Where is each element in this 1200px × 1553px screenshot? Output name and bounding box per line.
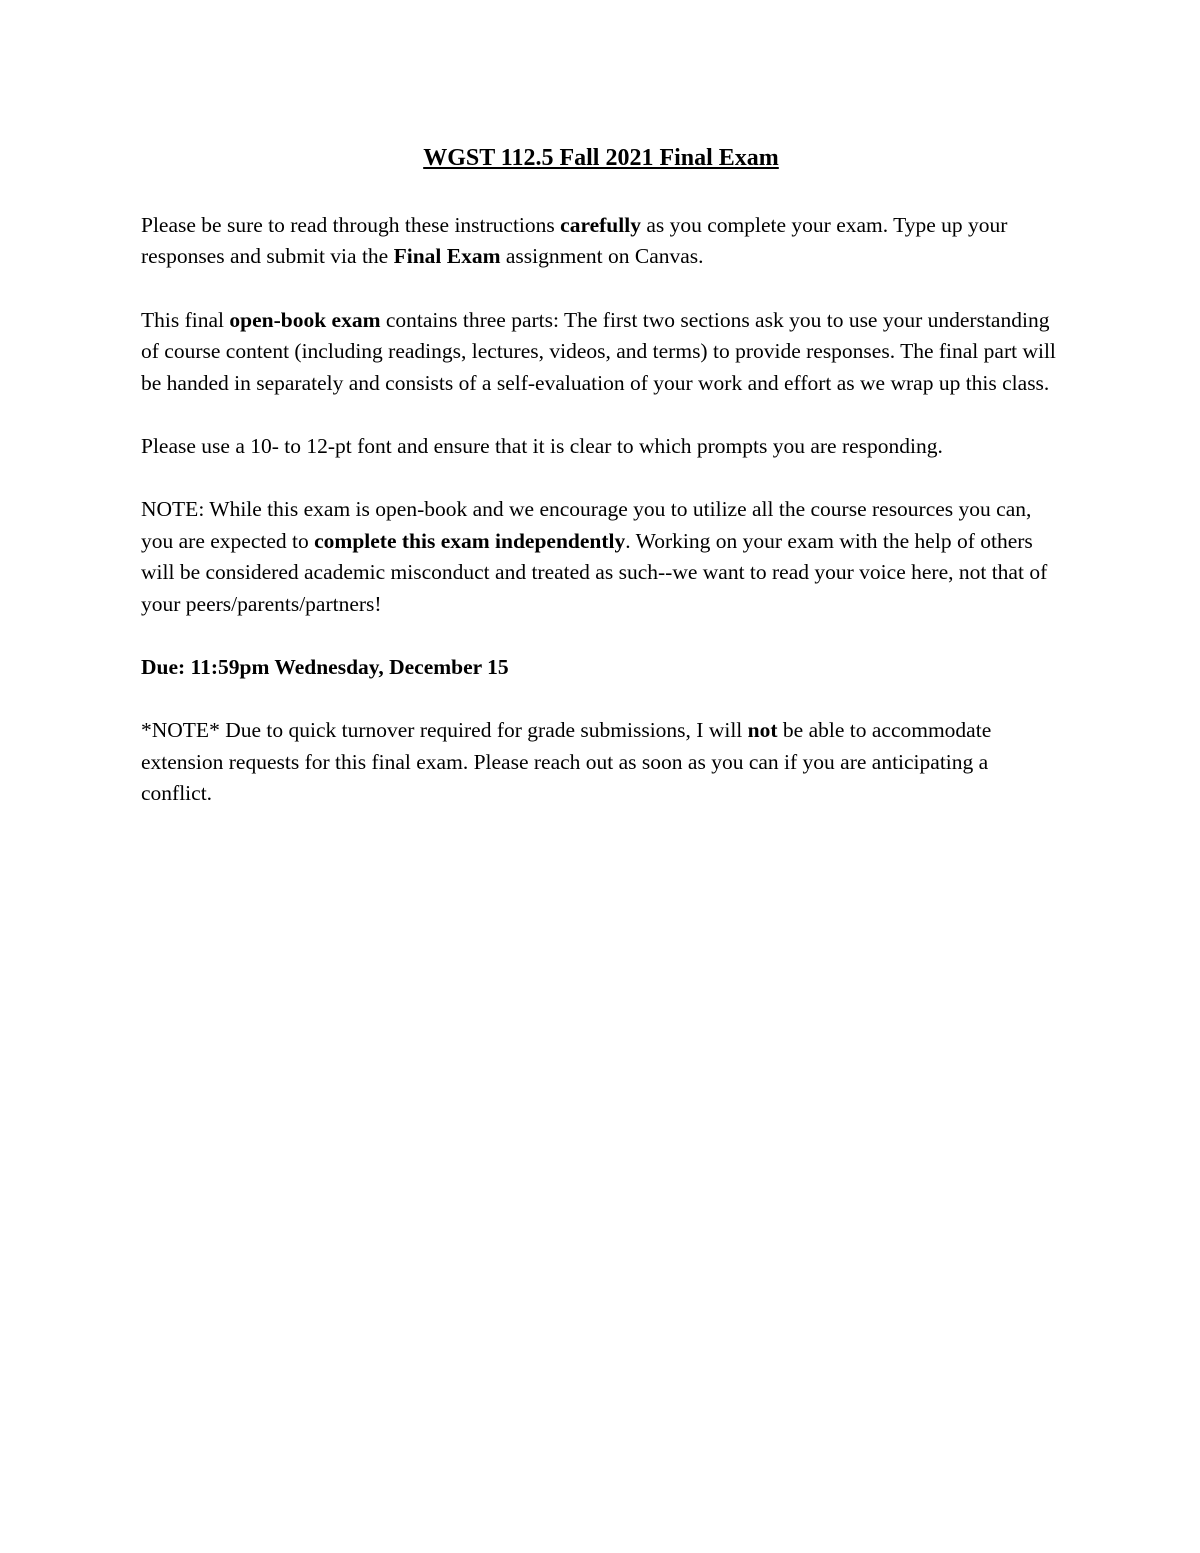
text-run: *NOTE* Due to quick turnover required for grade submissions, I will [141, 718, 748, 743]
instructions-paragraph [141, 210, 1061, 273]
integrity-note-paragraph [141, 494, 1061, 620]
text-run: . Working on your exam with the help of others will be considered academic misconduct and treated as such--we want to read your voice here, not that of your peers/parents/partners! [141, 528, 1048, 616]
emphasis-not: not [747, 718, 778, 743]
text-run: contains three parts: The first two sections ask you to use your understanding of course content (including readings, lectures, videos, and terms) to provide responses. The final part will be handed in separately and consists of a self-evaluation of your work and effort as we wrap up this class. [141, 307, 1056, 395]
text-run: This final [141, 307, 230, 332]
due-date-paragraph [141, 652, 1061, 683]
emphasis-carefully: carefully [560, 213, 641, 237]
text-run: as you complete your exam. Type up your responses and submit via the [141, 213, 1008, 269]
document-title: WGST 112.5 Fall 2021 Final Exam [423, 145, 779, 171]
text-run: Please use a 10- to 12-pt font and ensure that it is clear to which prompts you are responding. [141, 434, 943, 459]
text-run: Please be sure to read through these instructions [141, 213, 561, 237]
document-body [141, 140, 1061, 842]
text-run: be able to accommodate extension requests for this final exam. Please reach out as soon as you can if you are anticipating a conflict. [141, 718, 992, 806]
emphasis-independently: complete this exam independently [314, 528, 626, 553]
text-run: NOTE: While this exam is open-book and we encourage you to utilize all the course resources you can, you are expected to [141, 497, 1032, 553]
due-date: Due: 11:59pm Wednesday, December 15 [141, 655, 509, 680]
text-run: assignment on Canvas. [500, 244, 704, 269]
emphasis-final-exam: Final Exam [393, 244, 501, 269]
extension-note-paragraph [141, 715, 1061, 809]
emphasis-open-book-exam: open-book exam [229, 307, 381, 332]
font-instructions-paragraph [141, 431, 1061, 462]
exam-parts-paragraph [141, 305, 1061, 399]
